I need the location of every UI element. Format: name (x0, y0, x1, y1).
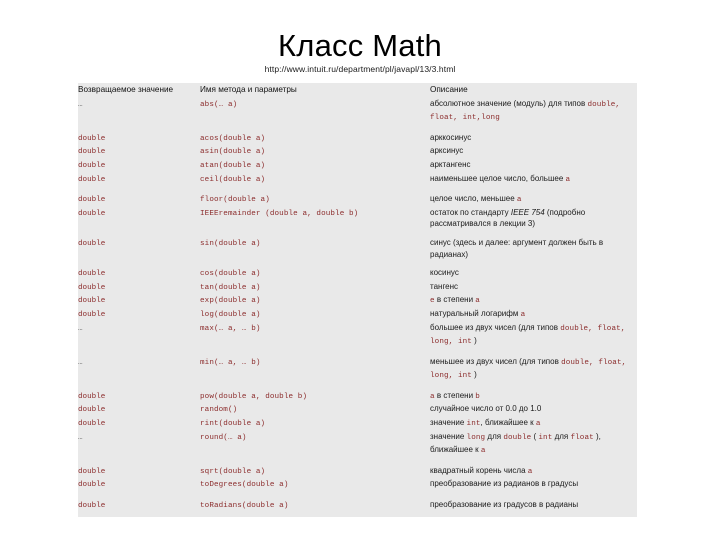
cell-method-signature (200, 478, 430, 492)
return-type-text: double (78, 467, 106, 476)
return-type-text: … (78, 358, 83, 367)
method-signature-text: exp(double a) (200, 297, 261, 306)
cell-description (430, 173, 637, 187)
spacer-cell (200, 458, 430, 465)
cell-return-value (78, 294, 200, 308)
desc-code-text: int (466, 420, 481, 429)
method-signature-text: toDegrees(double a) (200, 481, 289, 490)
cell-return-value (78, 173, 200, 187)
cell-method-signature (200, 193, 430, 207)
cell-return-value (78, 281, 200, 295)
spacer-cell (200, 349, 430, 356)
desc-text: квадратный корень числа (430, 465, 528, 475)
desc-text: наименьшее целое число, большее (430, 173, 566, 183)
cell-method-signature (200, 356, 430, 383)
desc-code-text: a (516, 196, 522, 205)
table-row (78, 478, 637, 492)
desc-code-text: a (565, 175, 571, 184)
spacer-cell (430, 186, 637, 193)
cell-method-signature (200, 294, 430, 308)
cell-description (430, 159, 637, 173)
cell-return-value (78, 431, 200, 458)
method-signature-text: ceil(double a) (200, 175, 266, 184)
row-spacer (78, 186, 637, 193)
cell-method-signature (200, 267, 430, 281)
return-type-text: double (78, 406, 106, 415)
desc-code-text: b (475, 392, 480, 401)
desc-text-mid-2: ( (531, 431, 539, 441)
cell-return-value (78, 207, 200, 230)
spacer-cell (200, 492, 430, 499)
spacer-cell (78, 458, 200, 465)
spacer-cell (78, 125, 200, 132)
desc-text-tail: (подробно рассматривался в лекции 3) (430, 207, 586, 229)
method-signature-text: atan(double a) (200, 161, 266, 170)
cell-description (430, 207, 637, 230)
spacer-cell (430, 230, 637, 237)
cell-return-value (78, 417, 200, 431)
desc-text-tail: ), ближайшее к (430, 431, 601, 455)
math-methods-table (78, 83, 637, 513)
return-type-text: double (78, 134, 106, 143)
desc-text-tail: ) (471, 370, 477, 380)
table-body (78, 83, 637, 513)
cell-method-signature (200, 308, 430, 322)
desc-code-text-5: a (480, 447, 486, 456)
cell-return-value (78, 267, 200, 281)
desc-code-text-4: float (570, 433, 594, 442)
cell-description (430, 281, 637, 295)
table-row (78, 431, 637, 458)
cell-method-signature (200, 207, 430, 230)
return-type-text: double (78, 297, 106, 306)
desc-text: преобразование из радианов в градусы (430, 479, 579, 489)
cell-description (430, 193, 637, 207)
cell-description (430, 267, 637, 281)
method-signature-text: max(… a, … b) (200, 324, 261, 333)
desc-code-text: double, float, int,long (430, 100, 621, 123)
return-type-text: double (78, 175, 106, 184)
return-type-text: double (78, 283, 106, 292)
desc-code-lead: e (430, 297, 435, 306)
return-type-text: … (78, 100, 83, 109)
table-row (78, 237, 637, 260)
return-type-text: double (78, 310, 106, 319)
table-row (78, 173, 637, 187)
spacer-cell (200, 125, 430, 132)
spacer-cell (430, 458, 637, 465)
row-spacer (78, 492, 637, 499)
desc-text: тангенс (430, 281, 459, 291)
spacer-cell (430, 492, 637, 499)
cell-return-value (78, 356, 200, 383)
spacer-cell (200, 186, 430, 193)
desc-text: целое число, меньшее (430, 194, 517, 204)
desc-code-text: double, float, long, int (430, 324, 626, 347)
table-row (78, 281, 637, 295)
page-title: Класс Math (278, 28, 442, 63)
table-row (78, 145, 637, 159)
desc-text-mid: , ближайшее к (480, 418, 536, 428)
cell-return-value (78, 237, 200, 260)
desc-code-text: double, float, long, int (430, 358, 627, 381)
spacer-cell (78, 383, 200, 390)
table-row (78, 267, 637, 281)
row-spacer (78, 260, 637, 267)
desc-text: большее из двух чисел (для типов (430, 322, 561, 332)
row-spacer (78, 383, 637, 390)
cell-return-value (78, 132, 200, 146)
desc-text: случайное число от 0.0 до 1.0 (430, 404, 542, 414)
desc-text-mid: для (485, 431, 504, 441)
row-spacer (78, 458, 637, 465)
header-method-name: Имя метода и параметры (200, 85, 297, 94)
desc-text: абсолютное значение (модуль) для типов (430, 98, 588, 108)
table-row (78, 356, 637, 383)
desc-text: синус (здесь и далее: аргумент должен быть в радианах) (430, 237, 604, 259)
cell-description (430, 390, 637, 404)
header-return-value: Возвращаемое значение (78, 85, 174, 94)
method-signature-text: sqrt(double a) (200, 467, 266, 476)
cell-description (430, 478, 637, 492)
return-type-text: double (78, 502, 106, 511)
method-signature-text: floor(double a) (200, 196, 270, 205)
spacer-cell (430, 349, 637, 356)
desc-text: арккосинус (430, 132, 472, 142)
desc-text: остаток по стандарту (430, 207, 511, 217)
method-signature-text: acos(double a) (200, 134, 266, 143)
cell-method-signature (200, 98, 430, 125)
spacer-cell (78, 230, 200, 237)
cell-method-signature (200, 390, 430, 404)
cell-return-value (78, 159, 200, 173)
return-type-text: double (78, 239, 106, 248)
table-row (78, 403, 637, 417)
method-signature-text: IEEEremainder (double a, double b) (200, 209, 359, 218)
method-signature-text: log(double a) (200, 310, 261, 319)
desc-code-text-2: a (535, 420, 541, 429)
table-row (78, 98, 637, 125)
cell-description (430, 237, 637, 260)
return-type-text: double (78, 196, 106, 205)
table-row (78, 390, 637, 404)
spacer-cell (430, 260, 637, 267)
cell-method-signature (200, 431, 430, 458)
cell-method-signature (200, 173, 430, 187)
cell-description (430, 145, 637, 159)
row-spacer (78, 230, 637, 237)
return-type-text: double (78, 392, 106, 401)
spacer-cell (430, 383, 637, 390)
cell-return-value (78, 193, 200, 207)
desc-code-text: a (527, 467, 533, 476)
spacer-cell (200, 230, 430, 237)
desc-text: косинус (430, 268, 459, 278)
desc-text: преобразование из градусов в радианы (430, 500, 579, 510)
cell-description (430, 431, 637, 458)
return-type-text: double (78, 270, 106, 279)
return-type-text: double (78, 420, 106, 429)
method-signature-text: sin(double a) (200, 239, 261, 248)
desc-standard-text: IEEE 754 (510, 207, 545, 217)
cell-method-signature (200, 159, 430, 173)
desc-text: меньшее из двух чисел (для типов (430, 356, 562, 366)
cell-return-value (78, 390, 200, 404)
method-signature-text: toRadians(double a) (200, 502, 289, 511)
method-signature-text: round(… a) (200, 433, 247, 442)
cell-description (430, 417, 637, 431)
desc-text: значение (430, 431, 467, 441)
desc-text: натуральный логарифм (430, 308, 521, 318)
cell-method-signature (200, 145, 430, 159)
cell-method-signature (200, 132, 430, 146)
cell-method-signature (200, 403, 430, 417)
spacer-cell (78, 492, 200, 499)
table-row (78, 308, 637, 322)
desc-code-text: a (520, 310, 526, 319)
spacer-cell (200, 260, 430, 267)
header-description: Описание (430, 85, 468, 94)
row-spacer (78, 125, 637, 132)
cell-return-value (78, 478, 200, 492)
cell-return-value (78, 308, 200, 322)
method-signature-text: pow(double a, double b) (200, 392, 308, 401)
cell-description (430, 356, 637, 383)
cell-method-signature (200, 499, 430, 513)
cell-return-value (78, 98, 200, 125)
method-signature-text: abs(… a) (200, 100, 238, 109)
cell-method-signature (200, 281, 430, 295)
return-type-text: double (78, 161, 106, 170)
row-spacer (78, 349, 637, 356)
table-row (78, 499, 637, 513)
cell-method-signature (200, 417, 430, 431)
table-header-row (78, 83, 637, 98)
cell-return-value (78, 145, 200, 159)
desc-code-text: a (475, 297, 480, 306)
cell-method-signature (200, 237, 430, 260)
cell-return-value (78, 322, 200, 349)
desc-text: значение (430, 418, 467, 428)
cell-return-value (78, 465, 200, 479)
cell-return-value (78, 403, 200, 417)
cell-description (430, 132, 637, 146)
desc-text-tail: ) (471, 336, 477, 346)
spacer-cell (78, 260, 200, 267)
spacer-cell (200, 383, 430, 390)
table-row (78, 465, 637, 479)
cell-return-value (78, 499, 200, 513)
desc-text: в степени (434, 295, 476, 305)
return-type-text: double (78, 481, 106, 490)
desc-text: арксинус (430, 146, 464, 156)
desc-code-lead: a (430, 392, 435, 401)
cell-method-signature (200, 465, 430, 479)
return-type-text: double (78, 209, 106, 218)
desc-code-text: long (466, 433, 486, 442)
desc-code-text-2: double (503, 433, 532, 442)
table-row (78, 322, 637, 349)
desc-text: в степени (434, 390, 476, 400)
spacer-cell (430, 125, 637, 132)
table-row (78, 159, 637, 173)
methods-table-panel (78, 83, 637, 517)
spacer-cell (78, 186, 200, 193)
method-signature-text: asin(double a) (200, 148, 266, 157)
table-row (78, 132, 637, 146)
method-signature-text: random() (200, 406, 238, 415)
table-row (78, 193, 637, 207)
source-url: http://www.intuit.ru/department/pl/javapl/13/3.html (264, 64, 456, 74)
table-row (78, 207, 637, 230)
method-signature-text: cos(double a) (200, 270, 261, 279)
cell-description (430, 322, 637, 349)
cell-description (430, 308, 637, 322)
cell-description (430, 403, 637, 417)
desc-text-mid-3: для (552, 431, 571, 441)
table-row (78, 417, 637, 431)
table-row (78, 294, 637, 308)
desc-code-text-3: int (538, 433, 553, 442)
cell-description (430, 294, 637, 308)
desc-text: арктангенс (430, 159, 471, 169)
cell-description (430, 98, 637, 125)
return-type-text: … (78, 324, 83, 333)
cell-description (430, 499, 637, 513)
return-type-text: double (78, 148, 106, 157)
cell-description (430, 465, 637, 479)
return-type-text: … (78, 433, 83, 442)
spacer-cell (78, 349, 200, 356)
cell-method-signature (200, 322, 430, 349)
method-signature-text: min(… a, … b) (200, 358, 261, 367)
method-signature-text: rint(double a) (200, 420, 266, 429)
method-signature-text: tan(double a) (200, 283, 261, 292)
